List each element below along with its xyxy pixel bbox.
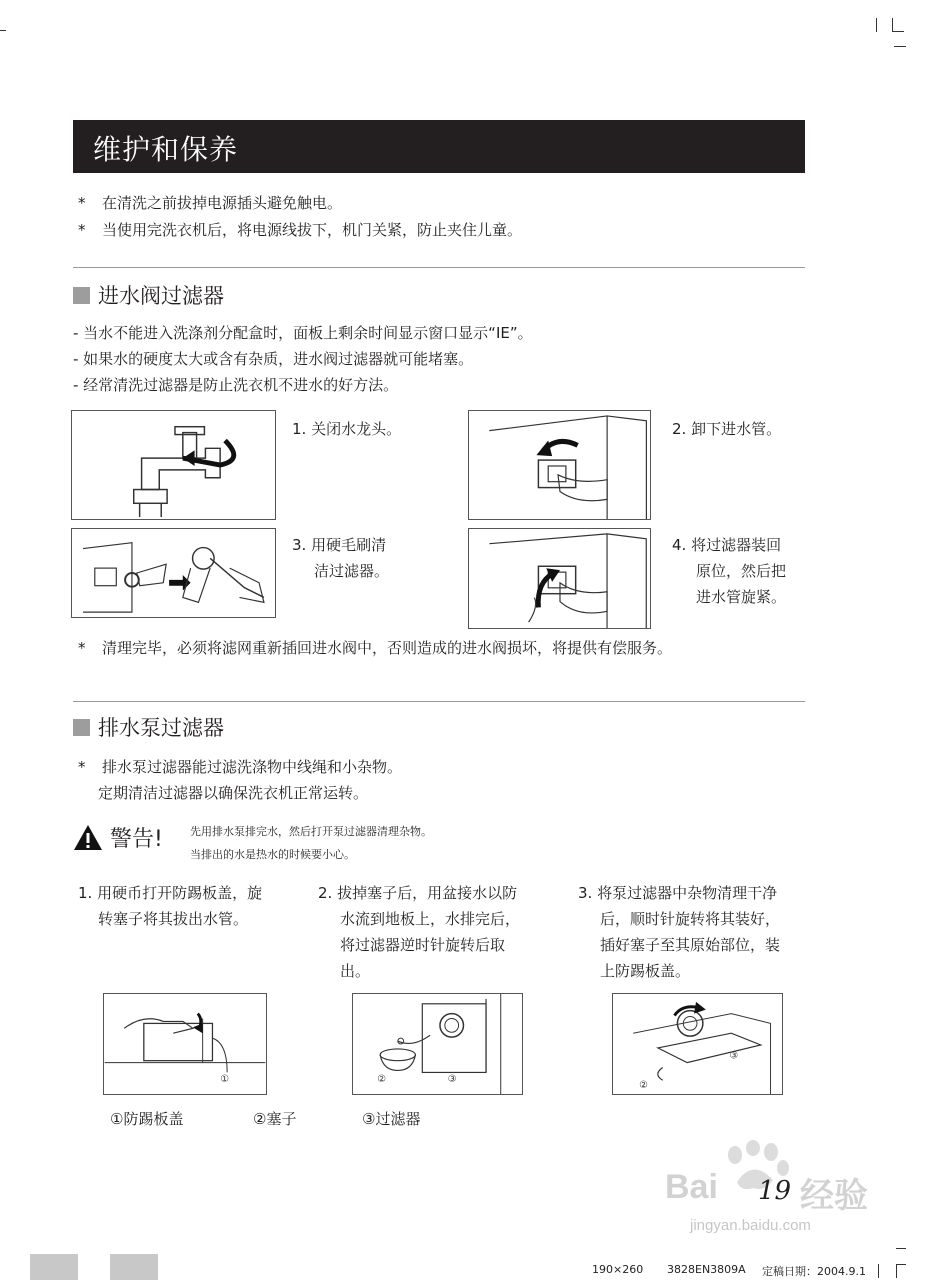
divider xyxy=(73,701,805,702)
crop-mark xyxy=(892,31,904,32)
reinstall-filter-illustration xyxy=(468,528,651,629)
legend-item: ②塞子 xyxy=(253,1110,297,1128)
remove-hose-illustration xyxy=(468,410,651,520)
step-text: 4. 将过滤器装回 xyxy=(672,536,782,554)
intro-line xyxy=(78,220,522,240)
step-text: 1. 用硬币打开防踢板盖，旋 xyxy=(78,884,263,902)
section-line: - 经常清洗过滤器是防止洗衣机不进水的好方法。 xyxy=(73,376,399,394)
callout-number: ① xyxy=(220,1074,230,1086)
bullet-star: * xyxy=(78,758,86,776)
step-text: 2. 拔掉塞子后，用盆接水以防 xyxy=(318,884,518,902)
callout-number: ③ xyxy=(447,1074,457,1086)
watermark-brand-cn: 经验 xyxy=(800,1177,868,1215)
heading-square-icon xyxy=(73,287,90,304)
warning-text: 当排出的水是热水的时候要小心。 xyxy=(190,848,355,861)
step-text: 2. 卸下进水管。 xyxy=(672,420,782,438)
page-title-bar xyxy=(73,120,805,173)
step-text: 3. 用硬毛刷清 xyxy=(292,536,387,554)
section-line: - 当水不能进入洗涤剂分配盒时，面板上剩余时间显示窗口显示“IE”。 xyxy=(73,324,533,342)
note-line xyxy=(78,638,672,658)
step-text: 洁过滤器。 xyxy=(314,562,390,580)
intro-line xyxy=(78,193,342,213)
step-text: 进水管旋紧。 xyxy=(696,588,787,606)
crop-mark xyxy=(892,18,893,32)
legend-item: ①防踢板盖 xyxy=(110,1110,184,1128)
heading-square-icon xyxy=(73,719,90,736)
divider xyxy=(73,267,805,268)
registration-mark xyxy=(30,1254,78,1280)
bullet-star: * xyxy=(78,194,86,212)
crop-mark xyxy=(0,30,6,31)
watermark-url: jingyan.baidu.com xyxy=(690,1217,811,1234)
section-title: 排水泵过滤器 xyxy=(98,716,224,740)
legend-item: ③过滤器 xyxy=(362,1110,421,1128)
brush-filter-illustration xyxy=(71,528,276,618)
warning-text: 先用排水泵排完水，然后打开泵过滤器清理杂物。 xyxy=(190,825,432,838)
section-heading xyxy=(73,283,224,309)
crop-mark xyxy=(896,1264,906,1265)
note-text: 清理完毕，必须将滤网重新插回进水阀中，否则造成的进水阀损坏，将提供有偿服务。 xyxy=(102,639,673,657)
registration-mark xyxy=(110,1254,158,1280)
step-text: 插好塞子至其原始部位，装 xyxy=(600,936,781,954)
crop-mark xyxy=(878,1264,879,1278)
footer-size: 190×260 xyxy=(592,1263,644,1276)
step-text: 1. 关闭水龙头。 xyxy=(292,420,402,438)
step-text: 原位，然后把 xyxy=(696,562,787,580)
reinstall-pump-filter-illustration xyxy=(612,993,783,1095)
callout-number: ③ xyxy=(729,1050,739,1062)
section-line: - 如果水的硬度太大或含有杂质，进水阀过滤器就可能堵塞。 xyxy=(73,350,474,368)
page-title: 维护和保养 xyxy=(93,133,239,166)
warning-icon xyxy=(73,824,103,851)
step-text: 3. 将泵过滤器中杂物清理干净 xyxy=(578,884,778,902)
intro-text: 当使用完洗衣机后，将电源线拔下，机门关紧，防止夹住儿童。 xyxy=(102,221,523,239)
step-text: 水流到地板上，水排完后， xyxy=(340,910,521,928)
bullet-star: * xyxy=(78,221,86,239)
callout-number: ② xyxy=(639,1080,648,1092)
crop-mark xyxy=(896,1248,906,1249)
step-text: 上防踢板盖。 xyxy=(600,962,691,980)
page-number: 19 xyxy=(758,1176,792,1206)
step-text: 转塞子将其拔出水管。 xyxy=(98,910,249,928)
step-text: 出。 xyxy=(340,962,371,980)
crop-mark xyxy=(894,46,906,47)
drain-water-illustration xyxy=(352,993,523,1095)
section-intro-line xyxy=(78,757,402,777)
callout-number: ② xyxy=(377,1074,387,1086)
crop-mark xyxy=(876,18,877,32)
footer-date: 定稿日期：2004.9.1 xyxy=(762,1265,866,1278)
watermark-brand: Bai xyxy=(665,1168,718,1206)
section-title: 进水阀过滤器 xyxy=(98,284,224,308)
warning-label: 警告! xyxy=(110,827,163,852)
step-text: 后，顺时针旋转将其装好， xyxy=(600,910,781,928)
intro-text: 在清洗之前拔掉电源插头避免触电。 xyxy=(102,194,343,212)
crop-mark xyxy=(896,1264,897,1278)
step-text: 将过滤器逆时针旋转后取 xyxy=(340,936,506,954)
open-cover-illustration xyxy=(103,993,267,1095)
section-heading xyxy=(73,715,224,741)
bullet-star: * xyxy=(78,639,86,657)
faucet-illustration xyxy=(71,410,276,520)
footer-code: 3828EN3809A xyxy=(667,1263,746,1276)
section-intro-line: 定期清洁过滤器以确保洗衣机正常运转。 xyxy=(98,784,369,802)
section-intro-text: 排水泵过滤器能过滤洗涤物中线绳和小杂物。 xyxy=(102,758,403,776)
